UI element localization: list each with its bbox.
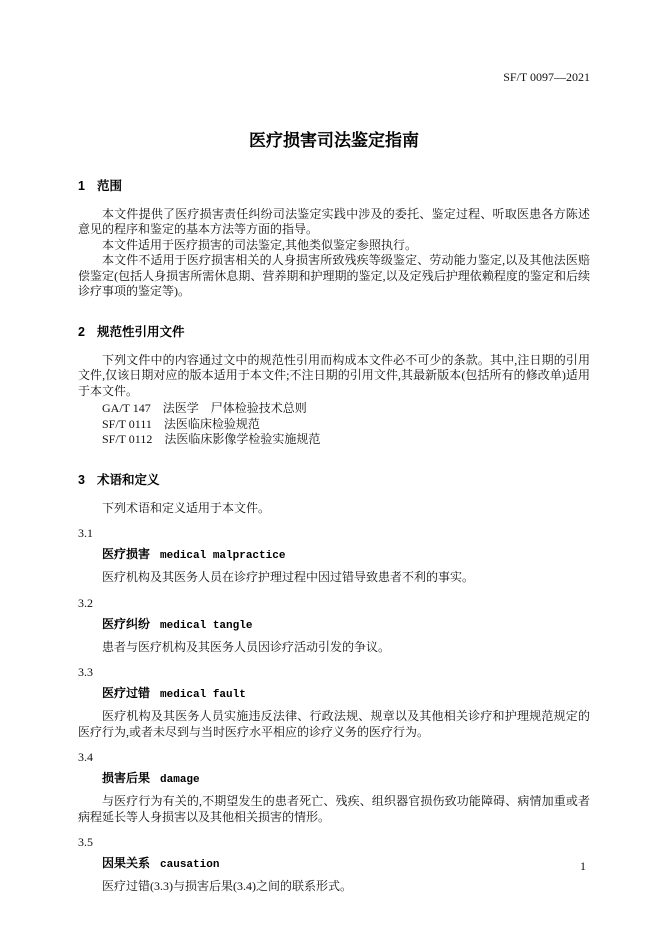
- term-definition: 医疗机构及其医务人员实施违反法律、行政法规、规章以及其他相关诊疗和护理规范规定的医疗行为,或者未尽到与当时医疗水平相应的诊疗义务的医疗行为。: [78, 709, 590, 739]
- section-3-heading: [78, 472, 590, 488]
- term-english: causation: [160, 859, 220, 871]
- term-english: medical fault: [160, 689, 246, 701]
- term-name: [102, 856, 590, 873]
- page-number: 1: [580, 858, 586, 873]
- reference-item: GA/T 147 法医学 尸体检验技术总则: [102, 401, 307, 415]
- term-name: [102, 617, 590, 634]
- term-english: medical malpractice: [160, 550, 286, 562]
- term-block: [78, 665, 590, 740]
- term-name: [102, 686, 590, 703]
- term-block: [78, 835, 590, 895]
- section-1-title: 范围: [96, 178, 122, 193]
- paragraph: 本文件提供了医疗损害责任纠纷司法鉴定实践中涉及的委托、鉴定过程、听取医患各方陈述意见的程序和鉴定的基本方法等方面的指导。: [78, 206, 590, 236]
- term-english: medical tangle: [160, 619, 253, 632]
- term-chinese: 因果关系: [102, 856, 151, 870]
- section-2-title: 规范性引用文件: [96, 324, 185, 339]
- term-definition: 患者与医疗机构及其医务人员因诊疗活动引发的争议。: [102, 639, 391, 654]
- section-1-number: 1: [78, 178, 85, 193]
- term-definition: 医疗过错(3.3)与损害后果(3.4)之间的联系形式。: [102, 879, 352, 893]
- term-definition: 与医疗行为有关的,不期望发生的患者死亡、残疾、组织器官损伤致功能障碍、病情加重或者病程延长等人身损害以及其他相关损害的情形。: [78, 794, 590, 824]
- doc-number: SF/T 0097—2021: [503, 70, 590, 84]
- term-english: damage: [160, 774, 200, 786]
- term-block: [78, 526, 590, 586]
- section-2-heading: [78, 324, 590, 340]
- section-2-number: 2: [78, 324, 85, 339]
- term-definition: 医疗机构及其医务人员在诊疗护理过程中因过错导致患者不利的事实。: [102, 570, 475, 584]
- term-chinese: 医疗纠纷: [102, 616, 151, 631]
- section-3-title: 术语和定义: [96, 472, 160, 487]
- section-3-number: 3: [78, 472, 85, 487]
- term-block: [78, 596, 590, 656]
- document-title: 医疗损害司法鉴定指南: [249, 130, 419, 150]
- references-list: [78, 401, 590, 448]
- term-name: [102, 771, 590, 788]
- paragraph: 本文件适用于医疗损害的司法鉴定,其他类似鉴定参照执行。: [102, 237, 418, 252]
- term-number: 3.1: [78, 526, 93, 540]
- paragraph: 下列术语和定义适用于本文件。: [102, 500, 271, 515]
- term-number: 3.4: [78, 750, 93, 764]
- term-number: 3.3: [78, 665, 93, 679]
- term-number: 3.5: [78, 835, 93, 849]
- paragraph: 下列文件中的内容通过文中的规范性引用而构成本文件必不可少的条款。其中,注日期的引用文件,仅该日期对应的版本适用于本文件;不注日期的引用文件,其最新版本(包括所有的修改单)适用于本文件。: [78, 352, 590, 398]
- term-number: 3.2: [78, 595, 93, 610]
- section-1-heading: [78, 178, 590, 194]
- term-name: [102, 547, 590, 564]
- paragraph: 本文件不适用于医疗损害相关的人身损害所致残疾等级鉴定、劳动能力鉴定,以及其他法医赔偿鉴定(包括人身损害所需休息期、营养期和护理期的鉴定,以及定残后护理依赖程度的鉴定和后续诊疗事项的鉴定等)。: [78, 253, 590, 298]
- reference-item: SF/T 0112 法医临床影像学检验实施规范: [102, 432, 321, 446]
- term-block: [78, 750, 590, 825]
- reference-item: SF/T 0111 法医临床检验规范: [102, 416, 260, 431]
- term-chinese: 医疗损害: [102, 547, 151, 561]
- term-chinese: 损害后果: [102, 771, 151, 785]
- term-chinese: 医疗过错: [102, 686, 151, 700]
